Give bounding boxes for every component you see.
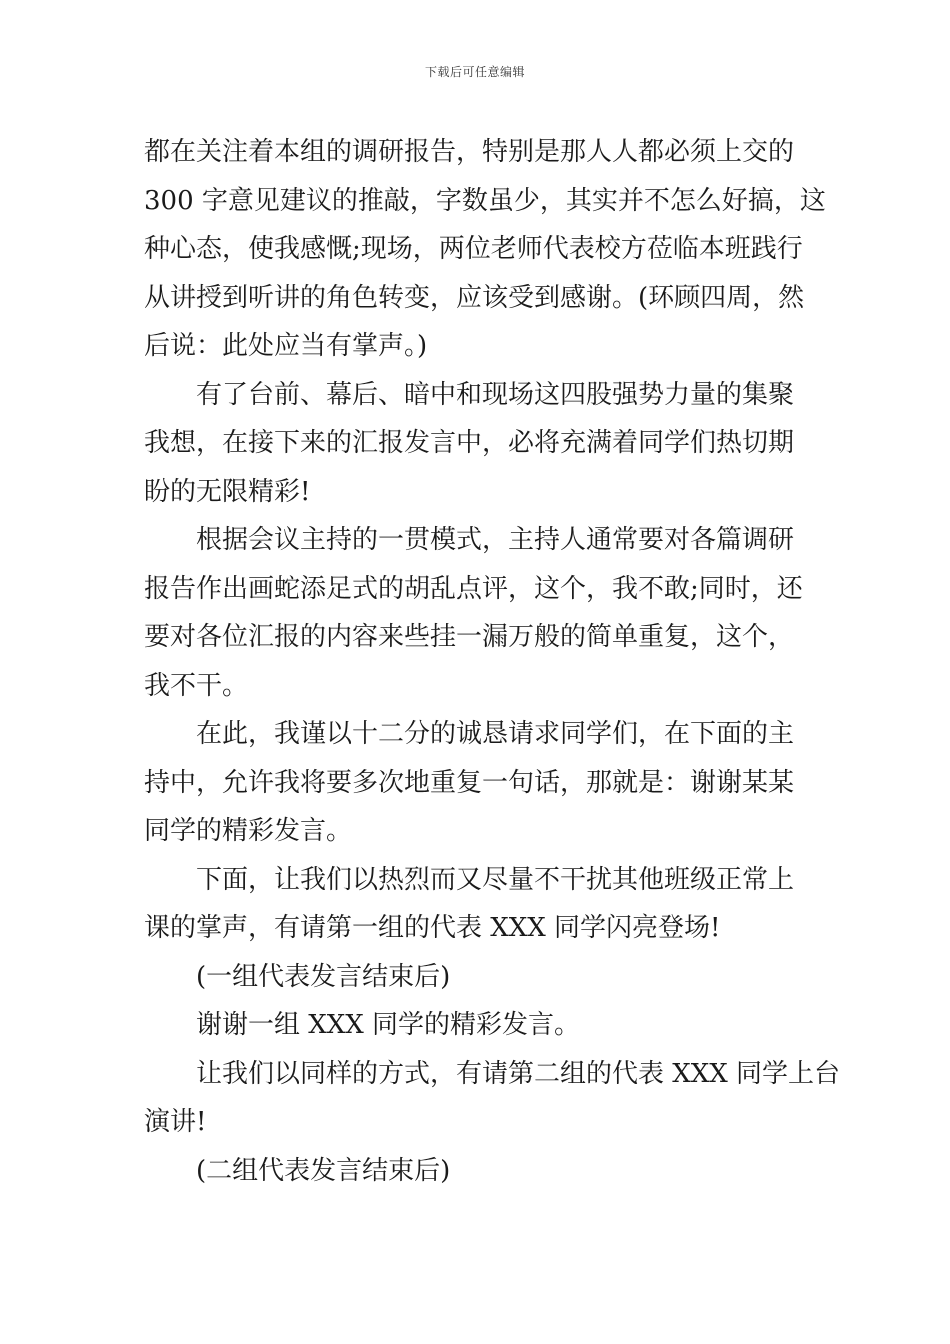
text-line: 从讲授到听讲的角色转变，应该受到感谢。(环顾四周，然 [144, 282, 805, 313]
text-line: 演讲! [144, 1107, 207, 1137]
text-line: 同学的精彩发言。 [144, 816, 353, 846]
page-header: 下载后可任意编辑 [424, 65, 525, 79]
text-line: 课的掌声，有请第一组的代表 XXX 同学闪亮登场! [144, 913, 721, 943]
text-line: (一组代表发言结束后) [196, 961, 451, 992]
text-line: 根据会议主持的一贯模式，主持人通常要对各篇调研 [196, 525, 795, 555]
text-line: 有了台前、幕后、暗中和现场这四股强势力量的集聚 [196, 379, 795, 410]
text-line: 让我们以同样的方式，有请第二组的代表 XXX 同学上台 [196, 1058, 841, 1089]
text-line: 持中，允许我将要多次地重复一句话，那就是：谢谢某某 [144, 767, 795, 798]
text-line: 报告作出画蛇添足式的胡乱点评，这个，我不敢;同时，还 [144, 573, 803, 604]
text-line: 盼的无限精彩! [144, 476, 311, 507]
text-line: 后说：此处应当有掌声。) [144, 331, 428, 361]
text-line: 种心态，使我感慨;现场，两位老师代表校方莅临本班践行 [144, 234, 803, 264]
text-line: 在此，我谨以十二分的诚恳请求同学们，在下面的主 [196, 719, 795, 749]
text-line: 300 字意见建议的推敲，字数虽少，其实并不怎么好搞，这 [144, 185, 826, 216]
text-line: 下面，让我们以热烈而又尽量不干扰其他班级正常上 [196, 864, 795, 895]
document-body [144, 128, 841, 1195]
text-line: 我不干。 [144, 670, 249, 701]
text-line: 要对各位汇报的内容来些挂一漏万般的简单重复，这个， [144, 622, 795, 652]
text-line: 谢谢一组 XXX 同学的精彩发言。 [196, 1010, 581, 1040]
text-line: 都在关注着本组的调研报告，特别是那人人都必须上交的 [144, 137, 795, 167]
text-line: (二组代表发言结束后) [196, 1155, 451, 1186]
text-line: 我想，在接下来的汇报发言中，必将充满着同学们热切期 [144, 428, 795, 458]
